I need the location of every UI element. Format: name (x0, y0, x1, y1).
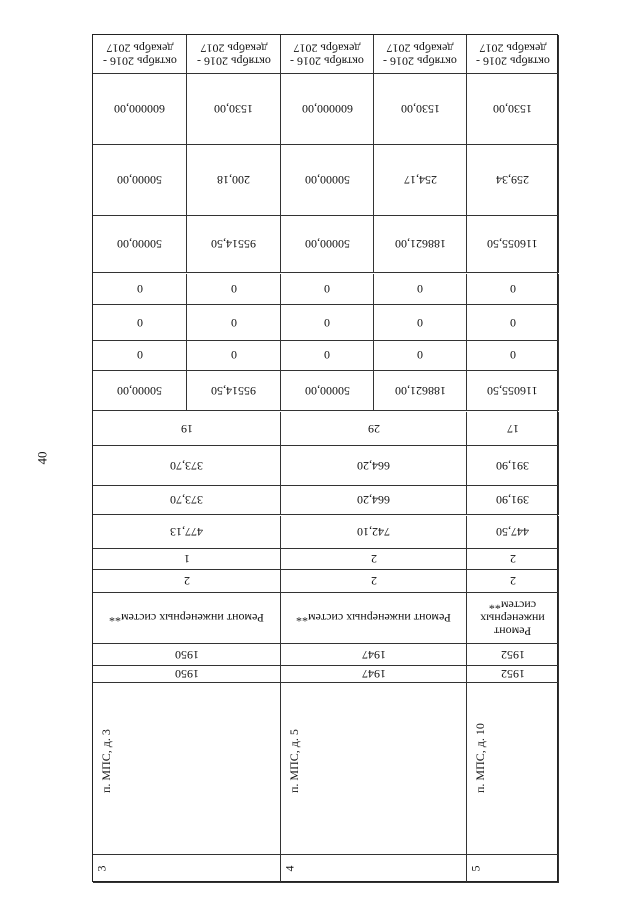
table-cell-area_living2 (281, 486, 467, 515)
address-text: п. МПС, д. 3 (99, 729, 113, 793)
cell-text: 0 (230, 348, 237, 363)
table-cell-owners (93, 371, 187, 411)
cell-text: 2 (370, 552, 377, 567)
table-cell-budget_local (93, 340, 187, 371)
table-cell-budget_local (281, 340, 374, 371)
table-cell-residents (467, 412, 559, 446)
table-cell-area_living (93, 446, 281, 486)
table-cell-cost_total (93, 216, 187, 273)
cell-text: 2 (509, 574, 516, 589)
cell-text: 50000,00 (117, 384, 162, 399)
table-cell-period (281, 35, 374, 74)
table-cell-budget_region (281, 305, 374, 341)
cell-text: 50000,00 (117, 237, 162, 252)
table-cell-period (374, 35, 467, 74)
cell-text: 200,18 (217, 173, 250, 188)
table-cell-max_cost (281, 74, 374, 145)
table-cell-unit_cost (467, 145, 559, 216)
cell-text: 600000,00 (114, 102, 165, 117)
cell-text: 50000,00 (117, 173, 162, 188)
cell-text: октябрь 2016 - декабрь 2017 (383, 41, 457, 69)
table-cell-unit_cost (93, 145, 187, 216)
cell-text: 1530,00 (493, 102, 532, 117)
table-cell-owners (187, 371, 281, 411)
cell-text: 95514,50 (211, 237, 256, 252)
cell-text: 1530,00 (400, 102, 440, 117)
cell-text: 19 (180, 422, 193, 437)
table-cell-work_type (93, 593, 281, 644)
table-cell-owners (281, 371, 374, 411)
table-cell-address (467, 683, 559, 855)
table-cell-cost_total (467, 216, 559, 273)
table-cell-budget_local (187, 340, 281, 371)
table-cell-fund (374, 274, 467, 305)
cell-text: 50000,00 (304, 384, 350, 399)
cell-text: 50000,00 (304, 237, 350, 252)
table-cell-entrances (467, 548, 559, 570)
table-cell-max_cost (93, 74, 187, 145)
table-cell-work_type (281, 593, 467, 644)
table-cell-total_area (281, 516, 467, 549)
cell-text: 1952 (500, 667, 525, 682)
table-cell-owners (467, 371, 559, 411)
table-cell-unit_cost (374, 145, 467, 216)
cell-text: 0 (230, 316, 237, 331)
cell-text: 0 (324, 282, 330, 297)
table-cell-cost_total (374, 216, 467, 273)
table-cell-area_living2 (93, 486, 281, 515)
cell-text: 664,20 (357, 493, 390, 508)
page-number: 40 (34, 451, 50, 465)
cell-text: 1950 (174, 648, 199, 663)
table (92, 34, 558, 882)
cell-text: 0 (230, 282, 237, 297)
table-cell-entrances (281, 548, 467, 570)
table-cell-number (281, 855, 467, 883)
table-cell-period (467, 35, 559, 74)
row-number: 5 (468, 865, 483, 872)
cell-text: 0 (136, 348, 143, 363)
cell-text: 1530,00 (214, 102, 253, 117)
table-cell-year_built (93, 666, 281, 683)
table-cell-area_living (281, 446, 467, 486)
cell-text: 0 (136, 316, 143, 331)
cell-text: 0 (417, 348, 423, 363)
cell-text: Ремонт инженерных систем** (480, 598, 545, 639)
cell-text: 0 (509, 348, 516, 363)
cell-text: октябрь 2016 - декабрь 2017 (102, 41, 177, 69)
table-cell-budget_region (374, 305, 467, 341)
cell-text: 1 (183, 552, 190, 567)
table-cell-fund (281, 274, 374, 305)
cell-text: 1950 (174, 667, 199, 682)
cell-text: октябрь 2016 - декабрь 2017 (290, 41, 364, 69)
cell-text: 373,70 (170, 493, 203, 508)
cell-text: 0 (417, 282, 423, 297)
table-cell-entrances (93, 548, 281, 570)
table-cell-year_built (281, 666, 467, 683)
table-cell-floors (93, 570, 281, 593)
table-cell-max_cost (374, 74, 467, 145)
cell-text: 188621,00 (394, 237, 446, 252)
cell-text: 50000,00 (304, 173, 350, 188)
cell-text: 1952 (500, 648, 525, 663)
table-cell-budget_local (374, 340, 467, 371)
table-cell-total_area (93, 516, 281, 549)
cell-text: 0 (417, 316, 423, 331)
cell-text: 477,13 (170, 525, 203, 540)
table-cell-year_commission (93, 644, 281, 666)
table-cell-year_built (467, 666, 559, 683)
cell-text: 0 (324, 348, 330, 363)
table-cell-budget_local (467, 340, 559, 371)
cell-text: 254,17 (403, 173, 437, 188)
table-cell-budget_region (93, 305, 187, 341)
table-cell-budget_region (187, 305, 281, 341)
cell-text: 95514,50 (211, 384, 256, 399)
cell-text: 0 (509, 282, 516, 297)
table-cell-period (187, 35, 281, 74)
table-cell-number (467, 855, 559, 883)
cell-text: 116055,50 (487, 384, 538, 399)
cell-text: 664,20 (357, 459, 390, 474)
table-cell-unit_cost (187, 145, 281, 216)
cell-text: октябрь 2016 - декабрь 2017 (196, 41, 271, 69)
table-cell-fund (187, 274, 281, 305)
cell-text: 29 (367, 422, 380, 437)
table-cell-address (93, 683, 281, 855)
cell-text: 116055,50 (487, 237, 538, 252)
table-cell-floors (467, 570, 559, 593)
cell-text: 259,34 (496, 173, 529, 188)
table-cell-max_cost (187, 74, 281, 145)
cell-text: 188621,00 (394, 384, 446, 399)
cell-text: 391,90 (496, 459, 529, 474)
table-cell-cost_total (281, 216, 374, 273)
table-cell-area_living (467, 446, 559, 486)
table-cell-owners (374, 371, 467, 411)
address-text: п. МПС, д. 10 (473, 723, 487, 793)
cell-text: 2 (509, 552, 516, 567)
table-cell-work_type (467, 593, 559, 644)
cell-text: Ремонт инженерных систем** (296, 611, 451, 626)
table-cell-period (93, 35, 187, 74)
table-cell-total_area (467, 516, 559, 549)
table-cell-residents (281, 412, 467, 446)
cell-text: 1947 (361, 648, 386, 663)
table-cell-unit_cost (281, 145, 374, 216)
cell-text: 1947 (361, 667, 386, 682)
cell-text: 742,10 (357, 525, 390, 540)
cell-text: 17 (506, 422, 519, 437)
table-cell-address (281, 683, 467, 855)
cell-text: 373,70 (170, 459, 203, 474)
table-cell-budget_region (467, 305, 559, 341)
table-cell-year_commission (467, 644, 559, 666)
cell-text: 2 (370, 574, 377, 589)
table-cell-fund (93, 274, 187, 305)
row-number: 4 (282, 865, 297, 872)
cell-text: 0 (324, 316, 330, 331)
table-cell-number (93, 855, 281, 883)
table-cell-area_living2 (467, 486, 559, 515)
cell-text: 600000,00 (301, 102, 353, 117)
table-cell-cost_total (187, 216, 281, 273)
cell-text: 0 (136, 282, 143, 297)
table-cell-fund (467, 274, 559, 305)
cell-text: 2 (183, 574, 190, 589)
table-cell-year_commission (281, 644, 467, 666)
table-cell-residents (93, 412, 281, 446)
cell-text: 391,90 (496, 493, 529, 508)
cell-text: 0 (509, 316, 516, 331)
cell-text: 447,50 (496, 525, 529, 540)
cell-text: Ремонт инженерных систем** (109, 611, 264, 626)
table-cell-floors (281, 570, 467, 593)
address-text: п. МПС, д. 5 (287, 729, 301, 793)
table-cell-max_cost (467, 74, 559, 145)
cell-text: октябрь 2016 - декабрь 2017 (475, 41, 550, 69)
row-number: 3 (94, 865, 109, 872)
